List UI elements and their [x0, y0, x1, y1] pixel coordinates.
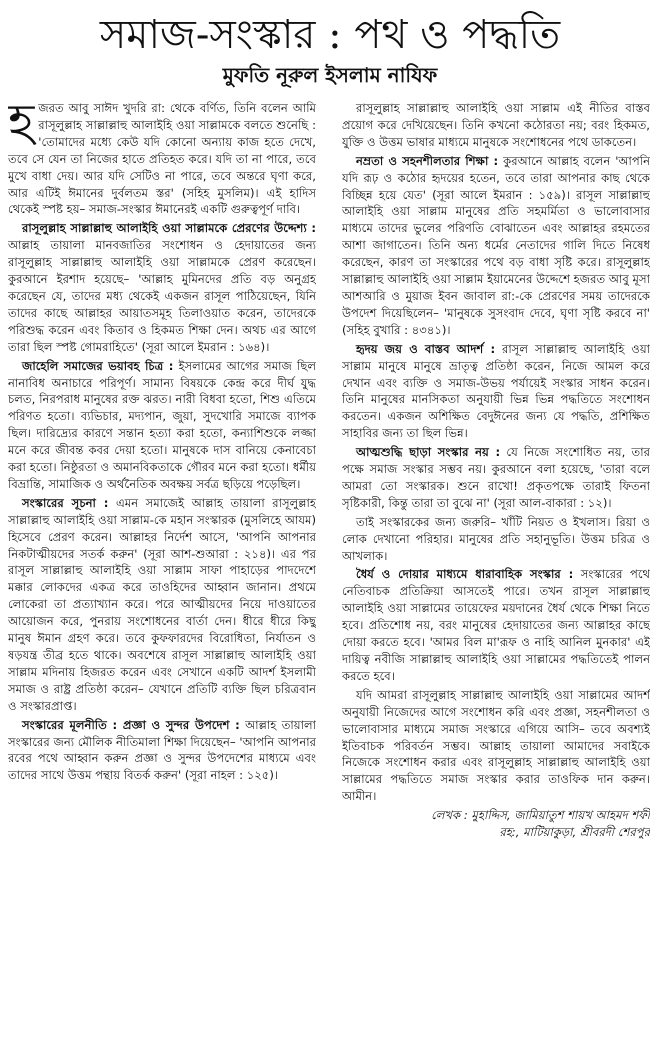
section-body: রাসূল সাল্লাল্লাহু আলাইহি ওয়া সাল্লাম মানুষে মানুষে ভ্রাতৃত্ব প্রতিষ্ঠা করেন, নিজে আমল করে দেখান এবং ব্যক্তি ও সমাজ-উভয় পর্যায়েই সংস্কার সাধন করেন। তিনি মানুষের মানসিকতা অনুযায়ী ভিন্ন ভিন্ন পদ্ধতিতে সংশোধন করতেন। একজন অশিক্ষিত বেদুঈনের জন্য যে পদ্ধতি, প্রশিক্ষিত সাহাবির জন্য তা ছিল ভিন্ন।: [342, 341, 650, 441]
section-heading: সংস্কারের সূচনা :: [22, 495, 109, 510]
section-heading: আত্মশুদ্ধি ছাড়া সংস্কার নয় :: [356, 445, 501, 460]
section-gentleness: [342, 153, 650, 339]
section-body: আল্লাহ তায়ালা মানবজাতির সংশোধন ও হেদায়াতের জন্য রাসূলুল্লাহ সাল্লাল্লাহু আলাইহি ওয়া সাল্লামকে প্রেরণ করেছেন। কুরআনে ইরশাদ হয়েছে– 'আল্লাহ মুমিনদের প্রতি বড় অনুগ্রহ করেছেন যে, তাদের মধ্য থেকেই একজন রাসূল পাঠিয়েছেন, যিনি তাদের কাছে আল্লাহর আয়াতসমূহ তিলাওয়াত করেন, তাদেরকে পরিশুদ্ধ করেন এবং কিতাব ও হিকমত শিক্ষা দেন। অথচ এর আগে তারা ছিল স্পষ্ট গোমরাহিতে' (সূরা আলে ইমরান : ১৬৪)।: [8, 238, 316, 354]
section-body: কুরআনে আল্লাহ বলেন 'আপনি যদি রূঢ় ও কঠোর হৃদয়ের হতেন, তবে তারা আপনার কাছ থেকে বিচ্ছিন্ন হয়ে যেত' (সূরা আলে ইমরান : ১৫৯)। রাসূল সাল্লাল্লাহু আলাইহি ওয়া সাল্লাম মানুষের প্রতি সহমর্মিতা ও ভালোবাসার মাধ্যমে তাদের ভুলের পরিণতি বোঝাতেন এবং আল্লাহর রহমতের আশা জাগাতেন। তিনি অন্য ধর্মের নেতাদের গালি দিতে নিষেধ করেছেন, কারণ তা সংস্কারের পথে বড় বাধা সৃষ্টি করে। রাসূলুল্লাহ সাল্লাল্লাহু আলাইহি ওয়া সাল্লাম ইয়ামেনের উদ্দেশে হজরত আবু মূসা আশআরি ও মুয়াজ ইবন জাবাল রা:-কে প্রেরণের সময় তাদেরকে উপদেশ দিয়েছিলেন– 'মানুষকে সুসংবাদ দেবে, ঘৃণা সৃষ্টি করবে না' (সহিহ বুখারি : ৪৩৪১)।: [342, 153, 650, 337]
section-body: এমন সমাজেই আল্লাহ তায়ালা রাসূলুল্লাহ সাল্লাল্লাহু আলাইহি ওয়া সাল্লাম-কে মহান সংস্কারক (মুসলিহে আযম) হিসেবে প্রেরণ করেন। আল্লাহর নির্দেশ আসে, 'আপনি আপনার নিকটাত্মীয়দের সতর্ক করুন' (সূরা আশ-শুআরা : ২১৪)। এর পর রাসূল সাল্লাল্লাহু আলাইহি ওয়া সাল্লাম সাফা পাহাড়ের পাদদেশে মক্কার লোকদের একত্র করে তাওহিদের আহ্বান জানান। প্রথমে লোকেরা তা প্রত্যাখ্যান করে। পরে আত্মীয়দের নিয়ে দাওয়াতের আয়োজন করে, পুনরায় সংশোধনের বার্তা দেন। ধীরে ধীরে কিছু মানুষ ঈমান গ্রহণ করে। তবে কুফফারদের বিরোধিতা, নির্যাতন ও ষড়যন্ত্র তীব্র হতে থাকে। অবশেষে রাসূল সাল্লাল্লাহু আলাইহি ওয়া সাল্লাম মদিনায় হিজরত করেন এবং সেখানে একটি আদর্শ ইসলামী সমাজ ও রাষ্ট্র প্রতিষ্ঠা করেন– যেখানে প্রতিটি ব্যক্তি ছিল চরিত্রবান ও সংস্কারপ্রাপ্ত।: [8, 495, 316, 713]
author-signature: [342, 807, 650, 841]
section-body: ইসলামের আগের সমাজ ছিল নানাবিধ অনাচারে পরিপূর্ণ। সামান্য বিষয়কে কেন্দ্র করে দীর্ঘ যুদ্ধ চলত, নিরপরাধ মানুষের রক্ত ঝরত। নারী বিধবা হতো, শিশু এতিমে পরিণত হতো। ব্যভিচার, মদ্যপান, জুয়া, সুদখোরি সমাজে ব্যাপক ছিল। দারিদ্র্যের কারণে সন্তান হত্যা করা হতো, কন্যাশিশুকে লজ্জা মনে করে জীবন্ত কবর দেয়া হতো। মানুষকে দাস বানিয়ে কেনাবেচা করা হতো। নিষ্ঠুরতা ও অমানবিকতাকে গৌরব মনে করা হতো। ধর্মীয় বিভ্রান্তি, সামাজিক ও অর্থনৈতিক অবক্ষয় সর্বত্র ছড়িয়ে পড়েছিল।: [8, 358, 316, 491]
paragraph-conclusion: যদি আমরা রাসূলুল্লাহ সাল্লাল্লাহু আলাইহি ওয়া সাল্লামের আদর্শ অনুযায়ী নিজেদের আগে সংশোধন করি এবং প্রজ্ঞা, সহনশীলতা ও ভালোবাসার মাধ্যমে সমাজ সংস্কারে এগিয়ে আসি– তবে অবশ্যই ইতিবাচক পরিবর্তন সম্ভব। আল্লাহ তায়ালা আমাদের সবাইকে নিজেকে সংশোধন করার এবং রাসূলুল্লাহ সাল্লাল্লাহু আলাইহি ওয়া সাল্লামের পদ্ধতিতে সমাজ সংস্কার করার তাওফিক দান করুন। আমীন।: [342, 687, 650, 804]
author-name: মুফতি নূরুল ইসলাম নাযিফ: [222, 63, 438, 87]
section-heading: জাহেলি সমাজের ভয়াবহ চিত্র :: [22, 358, 174, 373]
article-column-right: [342, 100, 650, 1053]
section-heading: রাসূলুল্লাহ সাল্লাল্লাহু আলাইহি ওয়া সাল্লামকে প্রেরণের উদ্দেশ্য :: [22, 221, 316, 236]
section-heading: ধৈর্য ও দোয়ার মাধ্যমে ধারাবাহিক সংস্কার :: [356, 567, 574, 582]
signature-line-2: রহ:, মাটিয়াকুড়া, শ্রীবরদী শেরপুর: [499, 825, 650, 840]
section-body: সংস্কারের পথে নেতিবাচক প্রতিক্রিয়া আসতেই পারে। তখন রাসূল সাল্লাল্লাহু আলাইহি ওয়া সাল্লামের তায়েফের ময়দানের ধৈর্য থেকে শিক্ষা নিতে হবে। প্রতিশোধ নয়, বরং মানুষের হেদায়াতের জন্য আল্লাহর কাছে দোয়া করতে হবে। 'আমর বিল মা'রূফ ও নাহি আনিল মুনকার' এই দায়িত্ব নবীজি সাল্লাল্লাহু আলাইহি ওয়া সাল্লামের পদ্ধতিতেই পালন করতে হবে।: [342, 567, 650, 683]
section-body: যে নিজে সংশোধিত নয়, তার পক্ষে সমাজ সংস্কার সম্ভব নয়। কুরআনে বলা হয়েছে, 'তারা বলে আমরা তো সংস্কারক। শুনে রাখো! প্রকৃতপক্ষে তারাই ফিতনা সৃষ্টিকারী, কিন্তু তারা তা বুঝে না' (সূরা আল-বাকারা : ১২)।: [342, 445, 650, 510]
section-patience: [342, 566, 650, 684]
section-self-purification: [342, 444, 650, 512]
section-heading: হৃদয় জয় ও বাস্তব আদর্শ :: [356, 341, 496, 356]
paragraph-continuation: রাসূলুল্লাহ সাল্লাল্লাহু আলাইহি ওয়া সাল্লাম এই নীতির বাস্তব প্রয়োগ করে দেখিয়েছেন। তিনি কখনো কঠোরতা নয়; বরং হিকমত, যুক্তি ও উত্তম ভাষার মাধ্যমে মানুষকে সংশোধনের পথে ডাকতেন।: [342, 101, 650, 149]
article-column-left: [8, 100, 316, 1053]
intro-text: জরত আবু সাঈদ খুদরি রা: থেকে বর্ণিত, তিনি বলেন আমি রাসূলুল্লাহ সাল্লাল্লাহু আলাইহি ওয়া সাল্লামকে বলতে শুনেছি : 'তোমাদের মধ্যে কেউ যদি কোনো অন্যায় কাজ হতে দেখে, তবে সে যেন তা নিজের হাতে প্রতিহত করে। যদি তা না পারে, তবে মুখে বাধা দেয়। আর যদি সেটিও না পারে, তবে অন্তরে ঘৃণা করে, আর এটিই ঈমানের দুর্বলতম স্তর' (সহিহ মুসলিম)। এই হাদিস থেকেই স্পষ্ট হয়– সমাজ-সংস্কার ঈমানেরই একটি গুরুত্বপূর্ণ দাবি।: [8, 101, 316, 217]
section-heading: নম্রতা ও সহনশীলতার শিক্ষা :: [356, 153, 499, 168]
section-heading: সংস্কারের মূলনীতি : প্রজ্ঞা ও সুন্দর উপদেশ :: [22, 717, 240, 732]
signature-line-1: লেখক : মুহাদ্দিস, জামিয়াতুশ শায়খ আহমদ শফী: [431, 808, 650, 823]
section-purpose: [8, 220, 316, 355]
section-jahili: [8, 358, 316, 493]
section-beginning: [8, 495, 316, 715]
page-title: সমাজ-সংস্কার : পথ ও পদ্ধতি: [99, 12, 561, 58]
intro-paragraph: [8, 100, 316, 218]
section-winning-hearts: [342, 341, 650, 442]
paragraph-requirements: তাই সংস্কারকের জন্য জরুরি– খাঁটি নিয়ত ও ইখলাস। রিয়া ও লোক দেখানো পরিহার। মানুষের প্রতি সহানুভূতি। উত্তম চরিত্র ও আখলাক।: [342, 514, 650, 563]
drop-cap: হ: [8, 100, 35, 151]
section-principles: [8, 717, 316, 785]
section-body: আল্লাহ তায়ালা সংস্কারের জন্য মৌলিক নীতিমালা শিক্ষা দিয়েছেন– 'আপনি আপনার রবের পথে আহ্বান করুন প্রজ্ঞা ও সুন্দর উপদেশের মাধ্যমে এবং তাদের সাথে উত্তম পন্থায় বিতর্ক করুন' (সূরা নাহল : ১২৫)।: [8, 717, 316, 783]
